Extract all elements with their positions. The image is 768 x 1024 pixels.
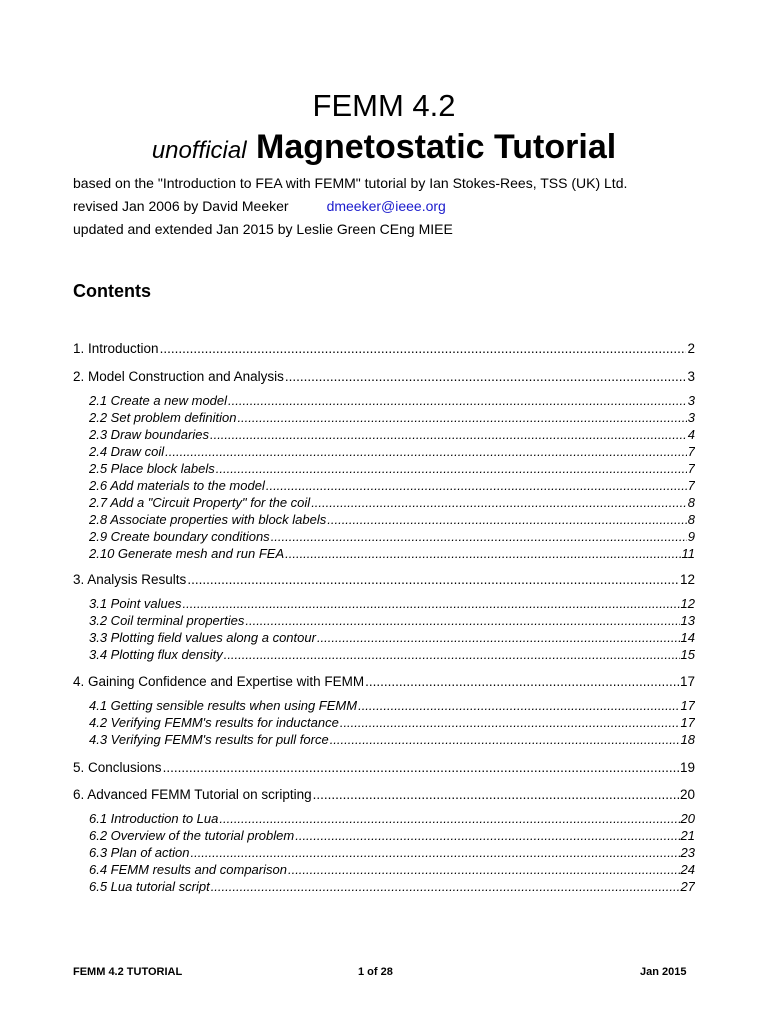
toc-entry-label: 4.1 Getting sensible results when using FEMM	[89, 698, 358, 713]
toc-dot-leader	[266, 478, 687, 493]
toc-entry-page: 14	[680, 630, 695, 645]
toc-entry-page: 8	[687, 495, 695, 510]
toc-dot-leader	[288, 862, 680, 877]
toc-entry-label: 6.1 Introduction to Lua	[89, 811, 219, 826]
toc-entry-page: 23	[680, 845, 695, 860]
toc-entry-label: 5. Conclusions	[73, 760, 162, 775]
toc-entry-label: 3.1 Point values	[89, 596, 182, 611]
toc-entry-page: 4	[687, 427, 695, 442]
toc-dot-leader	[327, 512, 687, 527]
toc-entry[interactable]	[89, 596, 695, 611]
toc-entry-label: 2.7 Add a "Circuit Property" for the coil	[89, 495, 311, 510]
footer-date: Jan 2015	[640, 966, 687, 978]
toc-entry-page: 20	[679, 787, 695, 802]
toc-dot-leader	[245, 613, 679, 628]
toc-dot-leader	[311, 495, 687, 510]
toc-entry[interactable]	[89, 444, 695, 459]
toc-entry-label: 6.4 FEMM results and comparison	[89, 862, 287, 877]
toc-entry-page: 21	[680, 828, 695, 843]
toc-entry[interactable]	[89, 495, 695, 510]
footer-left: FEMM 4.2 TUTORIAL	[73, 966, 183, 978]
toc-dot-leader	[358, 698, 679, 713]
toc-dot-leader	[216, 461, 687, 476]
toc-dot-leader	[211, 879, 680, 894]
toc-entry[interactable]	[73, 572, 695, 587]
toc-entry-page: 20	[680, 811, 695, 826]
toc-entry[interactable]	[89, 478, 695, 493]
toc-dot-leader	[183, 596, 680, 611]
based-on-line: based on the "Introduction to FEA with FEMM" tutorial by Ian Stokes-Rees, TSS (UK) Ltd.	[73, 175, 628, 191]
toc-entry-label: 6.5 Lua tutorial script	[89, 879, 210, 894]
toc-entry-label: 4.2 Verifying FEMM's results for inductance	[89, 715, 339, 730]
toc-entry-page: 8	[687, 512, 695, 527]
toc-entry-label: 2.5 Place block labels	[89, 461, 215, 476]
toc-entry-page: 12	[680, 596, 695, 611]
toc-dot-leader	[163, 760, 679, 775]
toc-dot-leader	[160, 341, 687, 356]
toc-entry-label: 2.3 Draw boundaries	[89, 427, 209, 442]
toc-entry[interactable]	[73, 787, 695, 802]
toc-entry-page: 15	[680, 647, 695, 662]
toc-entry-label: 6. Advanced FEMM Tutorial on scripting	[73, 787, 312, 802]
toc-dot-leader	[210, 427, 687, 442]
toc-entry-page: 3	[687, 369, 695, 384]
toc-dot-leader	[340, 715, 680, 730]
toc-entry[interactable]	[89, 410, 695, 425]
toc-entry[interactable]	[89, 512, 695, 527]
revised-text: revised Jan 2006 by David Meeker	[73, 198, 289, 214]
toc-entry-page: 17	[679, 674, 695, 689]
toc-dot-leader	[165, 444, 687, 459]
toc-entry[interactable]	[89, 546, 695, 561]
toc-entry-page: 3	[687, 393, 695, 408]
toc-entry-label: 2.9 Create boundary conditions	[89, 529, 270, 544]
toc-dot-leader	[285, 546, 680, 561]
toc-entry[interactable]	[89, 427, 695, 442]
toc-entry[interactable]	[89, 698, 695, 713]
revised-line	[73, 197, 446, 215]
toc-entry[interactable]	[73, 341, 695, 356]
toc-entry-page: 7	[687, 461, 695, 476]
toc-dot-leader	[187, 572, 679, 587]
toc-entry[interactable]	[73, 760, 695, 775]
toc-entry-page: 18	[680, 732, 695, 747]
toc-entry-label: 3.2 Coil terminal properties	[89, 613, 245, 628]
toc-entry[interactable]	[73, 369, 695, 384]
toc-entry[interactable]	[89, 529, 695, 544]
toc-entry-page: 24	[680, 862, 695, 877]
toc-dot-leader	[237, 410, 686, 425]
toc-entry[interactable]	[89, 828, 695, 843]
toc-dot-leader	[224, 647, 680, 662]
toc-entry[interactable]	[89, 630, 695, 645]
toc-entry[interactable]	[89, 862, 695, 877]
document-subtitle	[0, 127, 768, 171]
toc-dot-leader	[317, 630, 680, 645]
toc-entry[interactable]	[89, 715, 695, 730]
toc-entry[interactable]	[89, 647, 695, 662]
document-title: FEMM 4.2	[312, 88, 456, 123]
toc-entry-label: 4. Gaining Confidence and Expertise with FEMM	[73, 674, 365, 689]
toc-entry[interactable]	[89, 613, 695, 628]
toc-entry-page: 7	[687, 444, 695, 459]
toc-entry[interactable]	[73, 674, 695, 689]
toc-dot-leader	[313, 787, 679, 802]
toc-entry-page: 19	[679, 760, 695, 775]
toc-dot-leader	[228, 393, 687, 408]
updated-line: updated and extended Jan 2015 by Leslie Green CEng MIEE	[73, 221, 453, 237]
toc-dot-leader	[271, 529, 687, 544]
toc-entry-page: 27	[680, 879, 695, 894]
toc-entry[interactable]	[89, 879, 695, 894]
toc-entry-label: 4.3 Verifying FEMM's results for pull force	[89, 732, 329, 747]
toc-entry[interactable]	[89, 732, 695, 747]
toc-entry-label: 2.6 Add materials to the model	[89, 478, 265, 493]
toc-entry[interactable]	[89, 461, 695, 476]
contents-heading: Contents	[73, 281, 151, 301]
toc-entry-page: 12	[679, 572, 695, 587]
toc-entry-page: 7	[687, 478, 695, 493]
toc-entry-page: 11	[681, 546, 695, 561]
toc-entry-label: 2. Model Construction and Analysis	[73, 369, 284, 384]
toc-entry-label: 2.4 Draw coil	[89, 444, 165, 459]
toc-entry-page: 17	[680, 715, 695, 730]
toc-entry-label: 1. Introduction	[73, 341, 159, 356]
toc-entry-label: 2.1 Create a new model	[89, 393, 228, 408]
toc-entry[interactable]	[89, 811, 695, 826]
toc-entry-label: 3.3 Plotting field values along a contour	[89, 630, 316, 645]
subtitle-unofficial: unofficial	[151, 137, 247, 164]
email-link[interactable]: dmeeker@ieee.org	[326, 198, 446, 214]
toc-dot-leader	[365, 674, 679, 689]
toc-dot-leader	[330, 732, 680, 747]
toc-dot-leader	[190, 845, 679, 860]
subtitle-main: Magnetostatic Tutorial	[256, 128, 617, 166]
toc-entry[interactable]	[89, 393, 695, 408]
footer-page-number: 1 of 28	[358, 966, 393, 978]
toc-entry-label: 3.4 Plotting flux density	[89, 647, 223, 662]
toc-entry-label: 2.10 Generate mesh and run FEA	[89, 546, 285, 561]
toc-entry-page: 17	[680, 698, 695, 713]
toc-entry-label: 6.2 Overview of the tutorial problem	[89, 828, 295, 843]
toc-entry-page: 3	[687, 410, 695, 425]
toc-entry-label: 6.3 Plan of action	[89, 845, 190, 860]
toc-entry[interactable]	[89, 845, 695, 860]
toc-entry-page: 2	[687, 341, 695, 356]
toc-entry-label: 3. Analysis Results	[73, 572, 187, 587]
toc-entry-label: 2.2 Set problem definition	[89, 410, 237, 425]
toc-dot-leader	[295, 828, 679, 843]
toc-dot-leader	[285, 369, 687, 384]
toc-dot-leader	[219, 811, 679, 826]
toc-entry-page: 9	[687, 529, 695, 544]
toc-entry-label: 2.8 Associate properties with block labels	[89, 512, 327, 527]
toc-entry-page: 13	[680, 613, 695, 628]
